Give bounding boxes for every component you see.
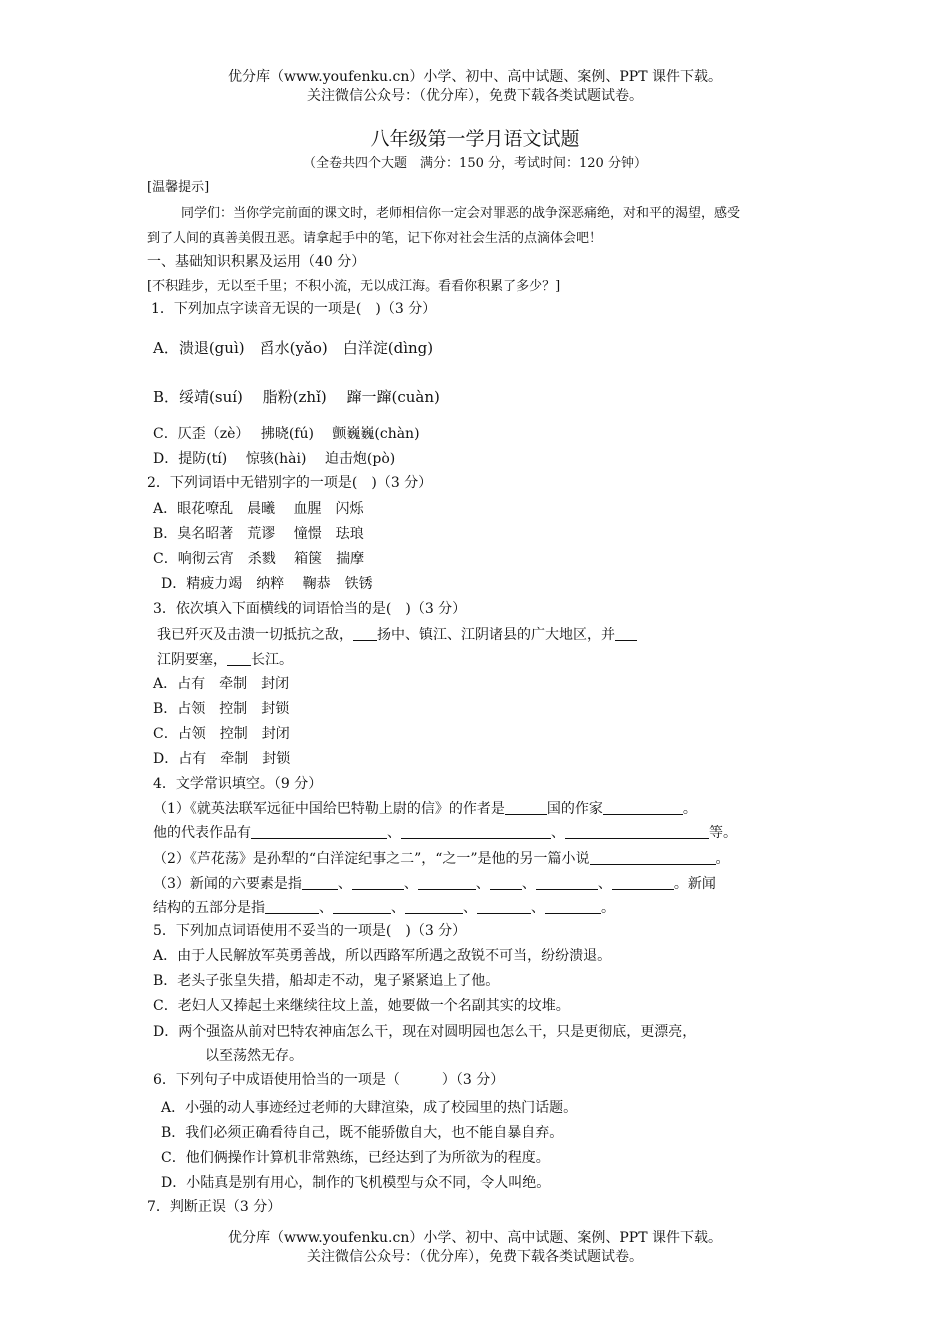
- q5-option-b: B．老头子张皇失措，船却走不动，鬼子紧紧追上了他。: [153, 973, 500, 989]
- q4-part-1-mid: 国的作家: [546, 801, 603, 817]
- q5-option-c: C．老妇人又捧起土来继续往坟上盖，她要做一个名副其实的坟堆。: [153, 998, 570, 1014]
- q4-part-1-end: 。: [682, 801, 697, 817]
- q2-stem: 2．下列词语中无错别字的一项是( )（3 分）: [147, 475, 433, 491]
- q4-blank-novel: [590, 850, 716, 865]
- q4-blank-structure-4: [477, 899, 531, 914]
- q1-option-d: D．提防(tí) 惊骇(hài) 迫击炮(pò): [153, 451, 396, 467]
- q4-blank-element-5: [536, 875, 598, 890]
- q3-option-c: C．占领 控制 封闭: [153, 726, 290, 742]
- q6-option-d: D．小陆真是别有用心，制作的飞机模型与众不同，令人叫绝。: [161, 1175, 551, 1191]
- q4-blank-element-2: [352, 875, 404, 890]
- q5-option-a: A．由于人民解放军英勇善战，所以西路军所遇之敌锐不可当，纷纷溃退。: [153, 948, 612, 964]
- q4-sep-10: 、: [463, 900, 477, 916]
- tip-text-1: 同学们：当你学完前面的课文时，老师相信你一定会对罪恶的战争深恶痛绝，对和平的渴望，感受: [181, 206, 741, 221]
- q4-part-1: [153, 799, 697, 819]
- q2-option-c: C．响彻云宵 杀戮 箱箧 揣摩: [153, 551, 365, 567]
- q3-option-d: D．占有 牵制 封锁: [153, 751, 291, 767]
- q4-structure-end: 。: [601, 900, 615, 916]
- q4-sep-3: 、: [337, 876, 352, 892]
- q4-part-3-text: （3）新闻的六要素是指: [153, 876, 302, 892]
- q4-blank-structure-5: [545, 899, 601, 914]
- q4-sep-6: 、: [521, 876, 536, 892]
- footer-line-1: 优分库（www.youfenku.cn）小学、初中、高中试题、案例、PPT 课件下载。: [227, 1230, 722, 1246]
- q3-text-1b: 扬中、镇江、江阴诸县的广大地区，并: [377, 627, 615, 643]
- q6-option-a: A．小强的动人事迹经过老师的大肆渲染，成了校园里的热门话题。: [161, 1100, 578, 1116]
- q4-blank-structure-3: [405, 899, 463, 914]
- q4-blank-element-1: [302, 875, 338, 890]
- q4-part-3-end: 。新闻: [673, 876, 716, 892]
- q4-blank-element-3: [418, 875, 476, 890]
- q4-blank-country: [505, 800, 547, 815]
- q4-sep-5: 、: [475, 876, 490, 892]
- q4-sep-9: 、: [391, 900, 405, 916]
- q4-blank-structure-1: [265, 899, 319, 914]
- q3-text-2a: 江阴要塞，: [157, 652, 227, 668]
- q4-blank-author: [603, 800, 683, 815]
- q3-option-b: B．占领 控制 封锁: [153, 701, 290, 717]
- q2-option-d: D．精疲力竭 纳粹 鞠恭 铁锈: [161, 576, 373, 592]
- q2-option-b: B．臭名昭著 荒谬 憧憬 珐琅: [153, 526, 364, 542]
- q4-part-1-text: （1）《就英法联军远征中国给巴特勒上尉的信》的作者是: [153, 801, 505, 817]
- q1-option-a: A．溃退(guì) 舀水(yǎo) 白洋淀(dìng): [153, 339, 434, 357]
- q4-blank-element-4: [490, 875, 522, 890]
- q6-stem: 6．下列句子中成语使用恰当的一项是（ ）（3 分）: [153, 1072, 505, 1088]
- q3-text-1a: 我已歼灭及击溃一切抵抗之敌，: [157, 627, 353, 643]
- q4-blank-work-3: [565, 824, 709, 839]
- q4-sep-1: 、: [387, 825, 401, 841]
- section-title: 一、基础知识积累及运用（40 分）: [147, 254, 366, 270]
- q4-sep-2: 、: [551, 825, 565, 841]
- q1-option-c: C．仄歪（zè） 拂晓(fú) 颤巍巍(chàn): [153, 426, 420, 442]
- q4-structure-label: 结构的五部分是指: [153, 900, 265, 916]
- q3-text-2b: 长江。: [251, 652, 293, 668]
- page-title: 八年级第一学月语文试题: [370, 128, 580, 150]
- header-line-2: 关注微信公众号：（优分库），免费下载各类试题试卷。: [307, 88, 643, 104]
- q3-stem: 3．依次填入下面横线的词语恰当的是( )（3 分）: [153, 601, 467, 617]
- q4-sep-11: 、: [531, 900, 545, 916]
- q6-option-c: C．他们俩操作计算机非常熟练，已经达到了为所欲为的程度。: [161, 1150, 550, 1166]
- q4-part-3-structure: [153, 898, 615, 918]
- q1-stem: 1．下列加点字读音无误的一项是( )（3 分）: [151, 301, 437, 317]
- q4-part-1-works: [153, 823, 737, 843]
- q2-option-a: A．眼花嘹乱 晨曦 血腥 闪烁: [153, 501, 364, 517]
- q5-stem: 5．下列加点词语使用不妥当的一项是( )（3 分）: [153, 923, 467, 939]
- header-line-1: 优分库（www.youfenku.cn）小学、初中、高中试题、案例、PPT 课件下载。: [227, 69, 722, 85]
- q4-part-2-end: 。: [715, 851, 730, 867]
- q4-works-label: 他的代表作品有: [153, 825, 251, 841]
- q3-option-a: A．占有 牵制 封闭: [153, 676, 290, 692]
- q3-blank-1: [353, 626, 377, 641]
- q4-blank-work-2: [401, 824, 551, 839]
- q4-sep-7: 、: [597, 876, 612, 892]
- tip-text-2: 到了人间的真善美假丑恶。请拿起手中的笔，记下你对社会生活的点滴体会吧！: [147, 231, 603, 246]
- q5-option-d-line-1: D．两个强盗从前对巴特农神庙怎么干，现在对圆明园也怎么干，只是更彻底，更漂亮，: [153, 1024, 697, 1040]
- q1-option-b: B．绥靖(suí) 脂粉(zhǐ) 蹿一蹿(cuàn): [153, 388, 440, 406]
- q3-text-1: [157, 625, 637, 645]
- q4-works-end: 等。: [709, 825, 737, 841]
- footer-line-2: 关注微信公众号：（优分库），免费下载各类试题试卷。: [307, 1249, 643, 1265]
- q3-text-2: [157, 650, 293, 670]
- q4-sep-4: 、: [403, 876, 418, 892]
- q3-blank-3: [227, 651, 251, 666]
- q4-part-3: [153, 874, 716, 894]
- section-motto: [不积跬步，无以至千里；不积小流，无以成江海。看看你积累了多少？]: [147, 279, 561, 294]
- q4-blank-work-1: [251, 824, 387, 839]
- q5-option-d-line-2: 以至荡然无存。: [205, 1048, 303, 1064]
- q4-part-2: [153, 849, 730, 869]
- q4-blank-element-6: [612, 875, 674, 890]
- q4-stem: 4．文学常识填空。（9 分）: [153, 776, 323, 792]
- q4-blank-structure-2: [333, 899, 391, 914]
- tip-label: [温馨提示]: [147, 180, 210, 195]
- q7-stem: 7．判断正误（3 分）: [147, 1199, 282, 1215]
- q6-option-b: B．我们必须正确看待自己，既不能骄傲自大，也不能自暴自弃。: [161, 1125, 564, 1141]
- q4-part-2-text: （2）《芦花荡》是孙犁的“白洋淀纪事之二”，“之一”是他的另一篇小说: [153, 851, 590, 867]
- q4-sep-8: 、: [319, 900, 333, 916]
- q3-blank-2: [615, 626, 637, 641]
- exam-info: （全卷共四个大题 满分：150 分，考试时间：120 分钟）: [303, 156, 647, 171]
